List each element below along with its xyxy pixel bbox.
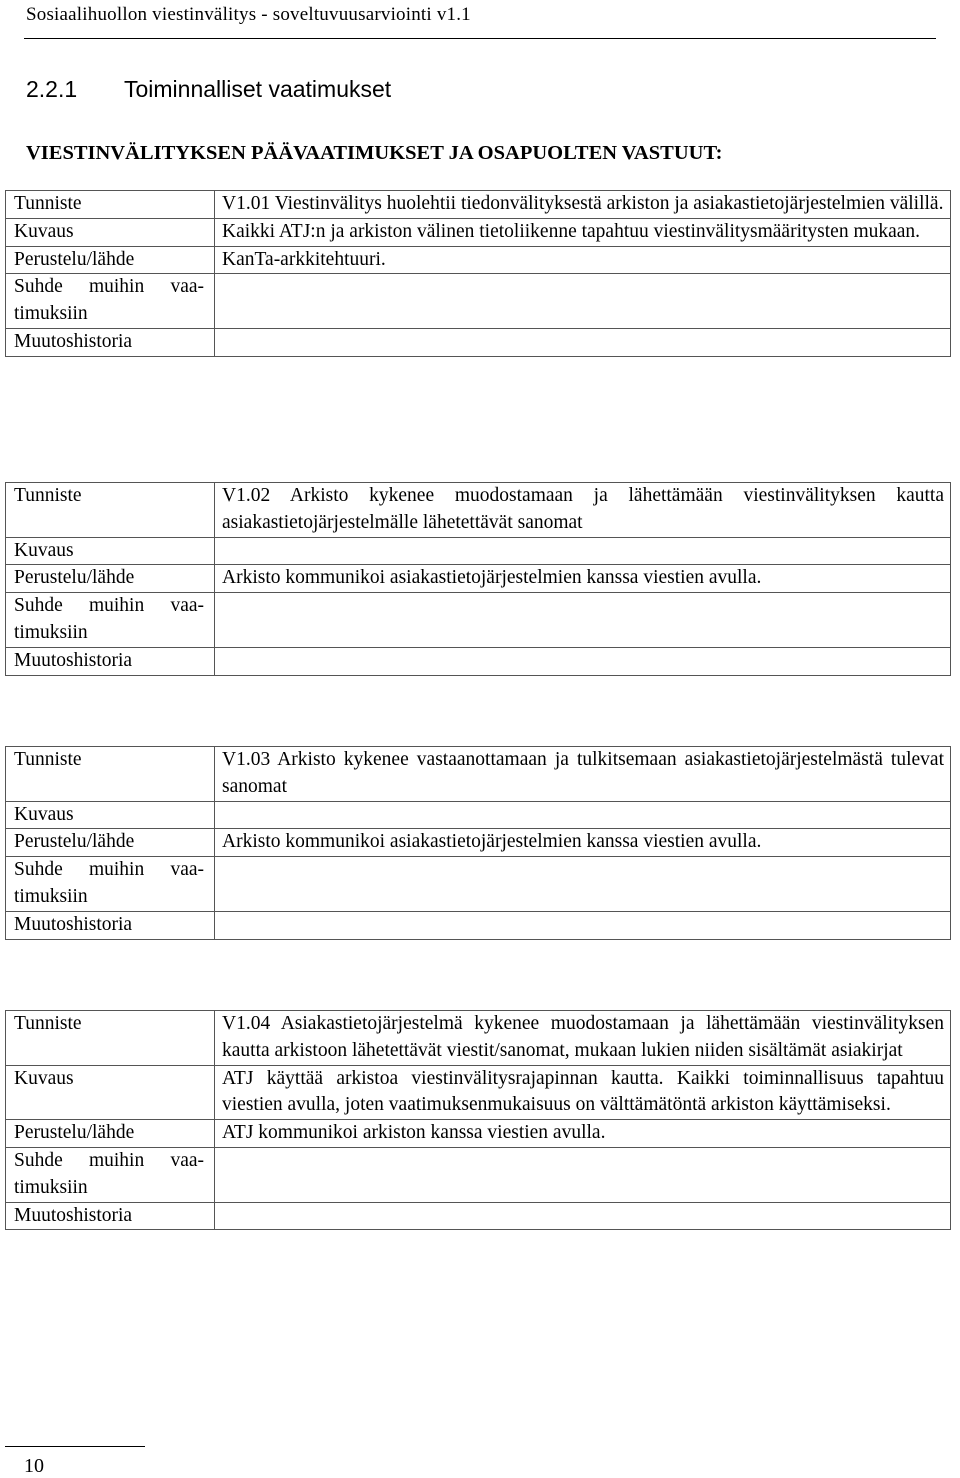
label-muutoshistoria: Muutoshistoria xyxy=(6,911,215,939)
row-tunniste xyxy=(6,191,951,219)
row-kuvaus xyxy=(6,801,951,829)
label-kuvaus: Kuvaus xyxy=(6,801,215,829)
value-muutoshistoria xyxy=(215,328,951,356)
row-kuvaus xyxy=(6,1065,951,1120)
section-title: Toiminnalliset vaatimukset xyxy=(124,76,392,102)
value-suhde xyxy=(215,1147,951,1202)
label-kuvaus: Kuvaus xyxy=(6,537,215,565)
requirement-table-v104 xyxy=(5,1010,951,1230)
label-perustelu: Perustelu/lähde xyxy=(6,829,215,857)
row-muutoshistoria xyxy=(6,1202,951,1230)
row-perustelu xyxy=(6,829,951,857)
label-tunniste: Tunniste xyxy=(6,747,215,802)
label-kuvaus: Kuvaus xyxy=(6,218,215,246)
label-perustelu: Perustelu/lähde xyxy=(6,565,215,593)
row-suhde xyxy=(6,274,951,329)
row-kuvaus xyxy=(6,218,951,246)
label-suhde-line2: timuksiin xyxy=(14,1176,88,1198)
row-tunniste xyxy=(6,483,951,538)
value-tunniste: V1.01 Viestinvälitys huolehtii tiedonvälityksestä arkiston ja asiakastietojärjestelmien välillä. xyxy=(215,191,951,219)
label-kuvaus: Kuvaus xyxy=(6,1065,215,1120)
label-suhde-line1: Suhde muihin vaa- xyxy=(14,276,204,298)
value-muutoshistoria xyxy=(215,1202,951,1230)
label-suhde-line2: timuksiin xyxy=(14,303,88,325)
value-perustelu: Arkisto kommunikoi asiakastietojärjestelmien kanssa viestien avulla. xyxy=(215,565,951,593)
row-perustelu xyxy=(6,1120,951,1148)
value-tunniste: V1.02 Arkisto kykenee muodostamaan ja lähettämään viestinvälityksen kautta asiakastietojärjestelmälle lähetettävät sanomat xyxy=(215,483,951,538)
row-suhde xyxy=(6,857,951,912)
value-perustelu: ATJ kommunikoi arkiston kanssa viestien avulla. xyxy=(215,1120,951,1148)
requirement-table-v102 xyxy=(5,482,951,676)
row-muutoshistoria xyxy=(6,328,951,356)
value-suhde xyxy=(215,274,951,329)
label-tunniste: Tunniste xyxy=(6,483,215,538)
value-kuvaus: Kaikki ATJ:n ja arkiston välinen tietoliikenne tapahtuu viestinvälitysmääritysten mukaan. xyxy=(215,218,951,246)
page-number: 10 xyxy=(24,1455,44,1477)
label-tunniste: Tunniste xyxy=(6,191,215,219)
label-suhde xyxy=(6,593,215,648)
section-heading xyxy=(26,76,391,103)
running-header: Sosiaalihuollon viestinvälitys - soveltuvuusarviointi v1.1 xyxy=(26,4,471,25)
row-perustelu xyxy=(6,246,951,274)
value-tunniste: V1.03 Arkisto kykenee vastaanottamaan ja tulkitsemaan asiakastietojärjestelmästä tulevat sanomat xyxy=(215,747,951,802)
label-suhde-line1: Suhde muihin vaa- xyxy=(14,859,204,881)
value-kuvaus xyxy=(215,537,951,565)
label-suhde-line1: Suhde muihin vaa- xyxy=(14,1149,204,1171)
main-title: VIESTINVÄLITYKSEN PÄÄVAATIMUKSET JA OSAPUOLTEN VASTUUT: xyxy=(26,142,723,164)
label-suhde xyxy=(6,274,215,329)
label-muutoshistoria: Muutoshistoria xyxy=(6,647,215,675)
value-kuvaus xyxy=(215,801,951,829)
header-rule xyxy=(24,38,936,39)
label-muutoshistoria: Muutoshistoria xyxy=(6,1202,215,1230)
value-suhde xyxy=(215,857,951,912)
label-tunniste: Tunniste xyxy=(6,1011,215,1066)
row-suhde xyxy=(6,1147,951,1202)
label-suhde xyxy=(6,1147,215,1202)
value-kuvaus: ATJ käyttää arkistoa viestinvälitysrajapinnan kautta. Kaikki toiminnallisuus tapahtuu viestien avulla, joten vaatimuksenmukaisuus on välttämätöntä arkiston käyttämiseksi. xyxy=(215,1065,951,1120)
row-kuvaus xyxy=(6,537,951,565)
row-perustelu xyxy=(6,565,951,593)
value-muutoshistoria xyxy=(215,911,951,939)
label-suhde-line2: timuksiin xyxy=(14,621,88,643)
label-suhde-line2: timuksiin xyxy=(14,885,88,907)
label-muutoshistoria: Muutoshistoria xyxy=(6,328,215,356)
row-tunniste xyxy=(6,1011,951,1066)
row-tunniste xyxy=(6,747,951,802)
label-suhde xyxy=(6,857,215,912)
value-muutoshistoria xyxy=(215,647,951,675)
row-muutoshistoria xyxy=(6,911,951,939)
value-perustelu: Arkisto kommunikoi asiakastietojärjestelmien kanssa viestien avulla. xyxy=(215,829,951,857)
label-suhde-line1: Suhde muihin vaa- xyxy=(14,595,204,617)
value-tunniste: V1.04 Asiakastietojärjestelmä kykenee muodostamaan ja lähettämään viestinvälityksen kautta arkistoon lähetettävät viestit/sanomat, mukaan lukien niiden sisältämät asiakirjat xyxy=(215,1011,951,1066)
row-muutoshistoria xyxy=(6,647,951,675)
label-perustelu: Perustelu/lähde xyxy=(6,1120,215,1148)
footer-rule xyxy=(5,1446,145,1447)
label-perustelu: Perustelu/lähde xyxy=(6,246,215,274)
row-suhde xyxy=(6,593,951,648)
value-perustelu: KanTa-arkkitehtuuri. xyxy=(215,246,951,274)
section-number: 2.2.1 xyxy=(26,76,78,102)
value-suhde xyxy=(215,593,951,648)
requirement-table-v101 xyxy=(5,190,951,357)
requirement-table-v103 xyxy=(5,746,951,940)
